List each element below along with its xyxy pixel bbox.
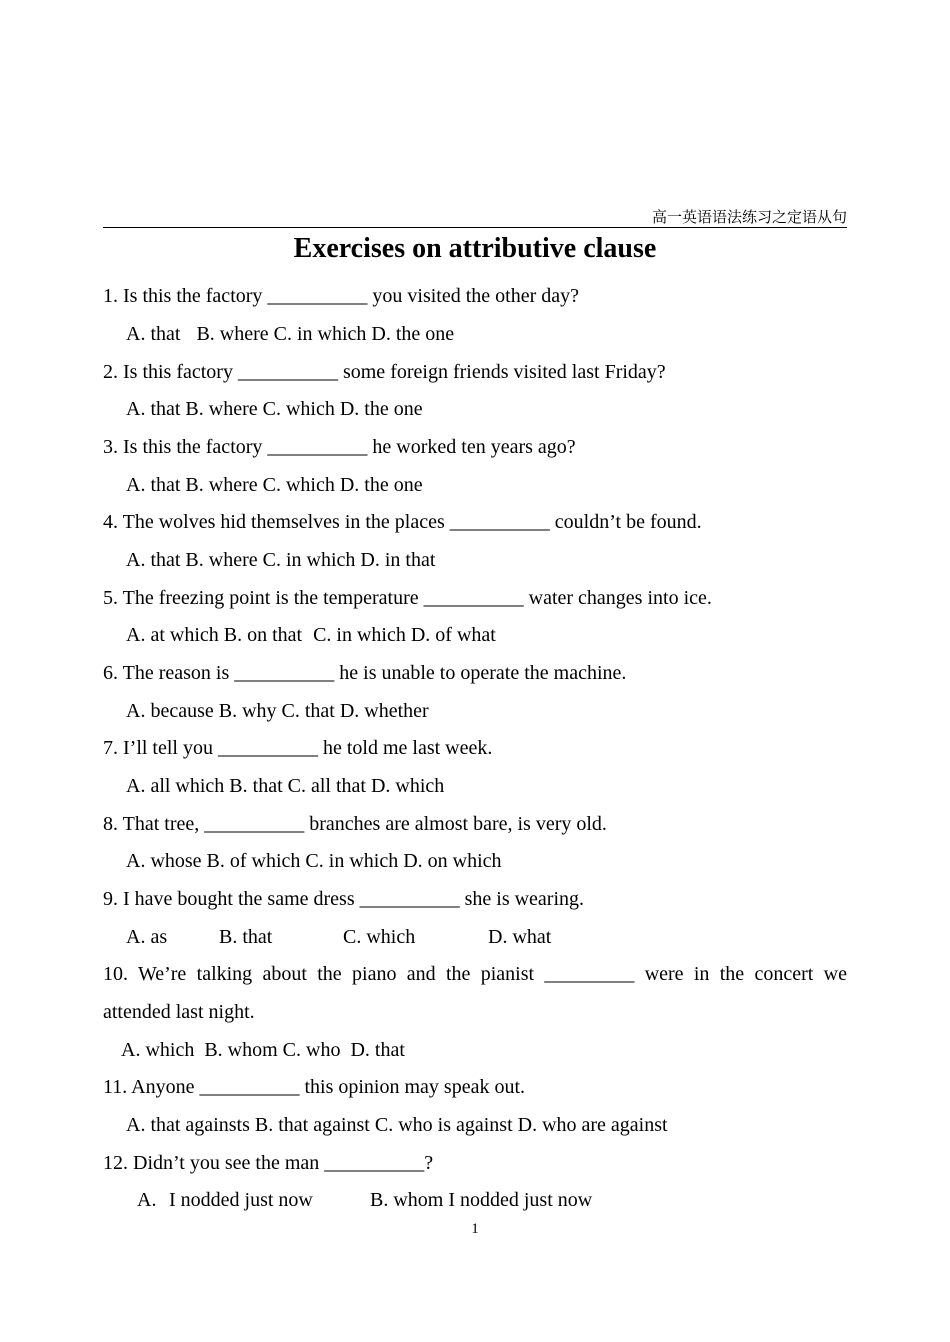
question-stem: 7. I’ll tell you __________ he told me last week. (103, 737, 493, 759)
option-b: B. whom I nodded just now (370, 1189, 593, 1211)
page-number: 1 (471, 1221, 479, 1237)
question-stem: 6. The reason is __________ he is unable to operate the machine. (103, 662, 627, 684)
question-stem: 12. Didn’t you see the man __________? (103, 1152, 434, 1174)
question-options: A. all which B. that C. all that D. which (126, 775, 445, 797)
question-options (121, 1038, 405, 1062)
option-d: D. what (488, 926, 552, 948)
option-text: B. where C. in which D. the one (196, 323, 455, 345)
question-stem: 4. The wolves hid themselves in the places __________ couldn’t be found. (103, 511, 702, 533)
option-text: A. which (121, 1039, 195, 1061)
question-stem: 8. That tree, __________ branches are almost bare, is very old. (103, 813, 607, 835)
option-text: A. at which B. on that (126, 624, 303, 646)
question-options: A. that B. where C. which D. the one (126, 474, 423, 496)
option-text: C. in which D. of what (313, 624, 496, 646)
question-stem: 1. Is this the factory __________ you visited the other day? (103, 285, 580, 307)
option-text: A. that (126, 323, 181, 345)
question-stem: 5. The freezing point is the temperature __________ water changes into ice. (103, 587, 712, 609)
option-a: A. as (126, 926, 168, 948)
option-c: C. which (343, 926, 416, 948)
page-header-subtitle: 高一英语语法练习之定语从句 (651, 208, 847, 226)
question-stem: 9. I have bought the same dress __________ she is wearing. (103, 888, 585, 910)
header-rule (103, 227, 847, 228)
page-title: Exercises on attributive clause (293, 233, 657, 264)
question-stem: 2. Is this factory __________ some foreign friends visited last Friday? (103, 361, 666, 383)
option-b: B. that (219, 926, 273, 948)
option-a-text: I nodded just now (169, 1189, 313, 1211)
option-text: D. that (350, 1039, 405, 1061)
question-options (126, 322, 454, 346)
question-stem-continued: attended last night. (103, 1001, 255, 1023)
option-a-label: A. (137, 1189, 157, 1211)
question-options: A. because B. why C. that D. whether (126, 700, 429, 722)
question-options: A. that againsts B. that against C. who is against D. who are against (126, 1114, 668, 1136)
question-stem: 10. We’re talking about the piano and the pianist _________ were in the concert we (103, 963, 847, 985)
question-options: A. that B. where C. which D. the one (126, 398, 423, 420)
option-text: B. whom C. who (204, 1039, 341, 1061)
question-options: A. that B. where C. in which D. in that (126, 549, 436, 571)
question-stem: 3. Is this the factory __________ he worked ten years ago? (103, 436, 576, 458)
question-stem: 11. Anyone __________ this opinion may speak out. (103, 1076, 526, 1098)
question-options: A. whose B. of which C. in which D. on which (126, 850, 502, 872)
question-options (126, 623, 496, 647)
